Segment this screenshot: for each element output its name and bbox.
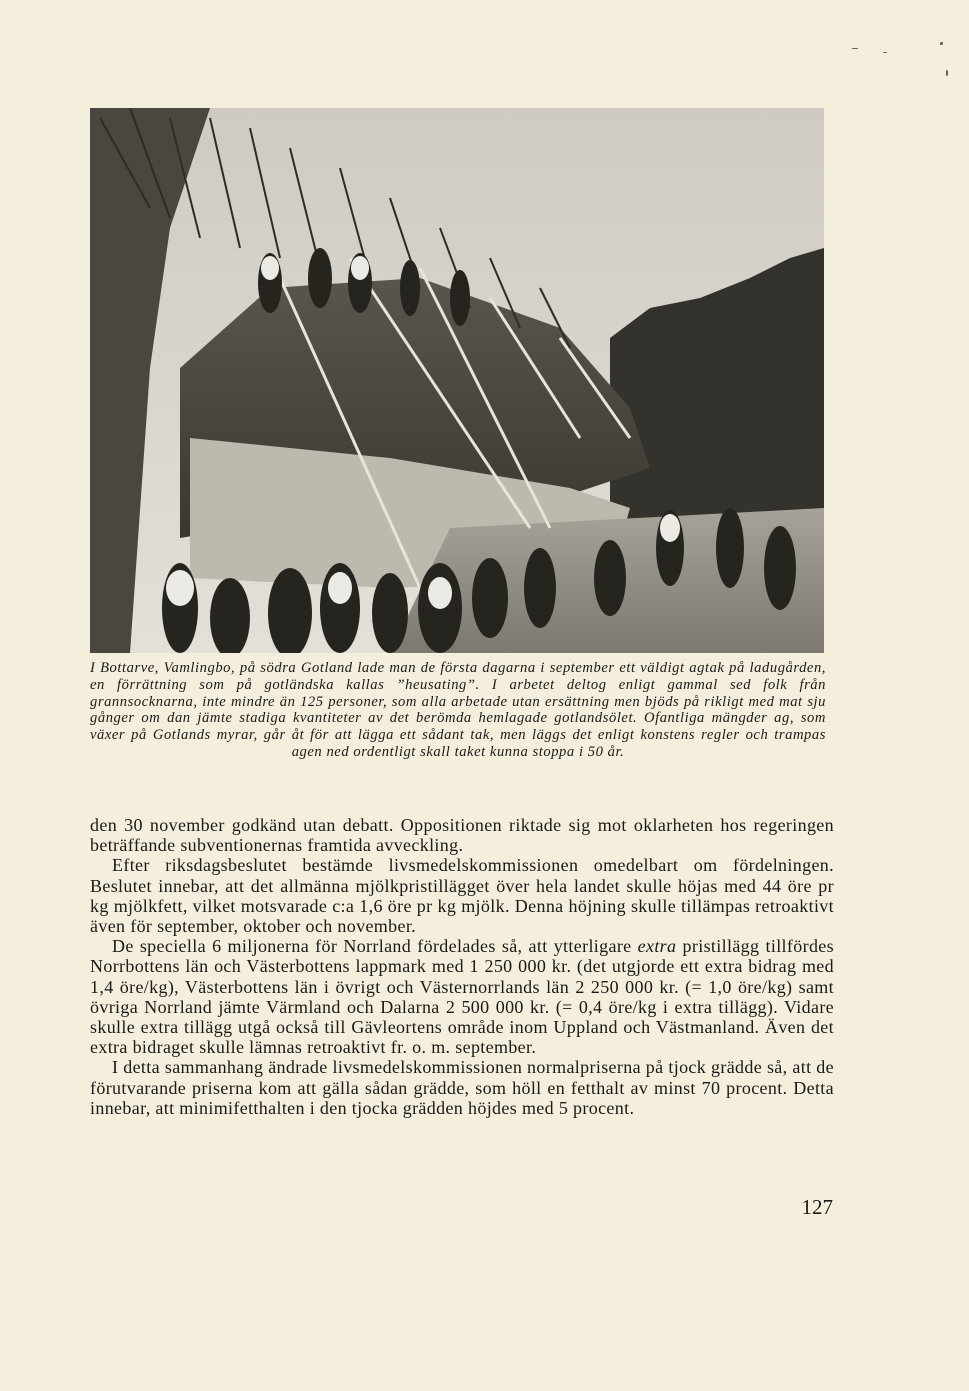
paper-speck: [852, 48, 858, 49]
photo-caption: I Bottarve, Vamlingbo, på södra Gotland lade man de första dagarna i september ett väldigt agtak på ladugården, en förrättning som på gotländska kallas ”heusating”. I arbetet deltog enligt gammal sed folk från grannsocknarna, inte mindre än 125 personer, som alla arbetade utan ersättning men bjöds på rikligt med mat sju gånger om dan jämte stadiga kvantiteter av det berömda hemlagade gotlandsölet. Ofantliga mängder ag, som växer på Gotlands myrar, går åt för att lägga ett sådant tak, men läggs det enligt konstens regler och trampas agen ned ordentligt skall taket kunna stoppa i 50 år.: [90, 660, 826, 760]
paragraph-1: den 30 november godkänd utan debatt. Oppositionen riktade sig mot oklarheten hos regeringen beträffande subventionernas framtida avveckling.: [90, 815, 834, 856]
haymaking-barn-roof-photo: [90, 108, 824, 653]
paper-speck: [940, 42, 943, 45]
paragraph-2: Efter riksdagsbeslutet bestämde livsmedelskommissionen omedelbart om fördelningen. Beslutet innebar, att det allmänna mjölkpristillägget över hela landet skulle höjas med 44 öre pr kg mjölkfett, vilket motsvarade c:a 1,6 öre pr kg mjölk. Denna höjning skulle tillämpas retroaktivt även för september, oktober och november.: [90, 855, 834, 937]
paper-speck: [883, 52, 887, 53]
paragraph-3: [90, 936, 834, 1057]
paragraph-3-end: pristillägg tillfördes Norrbottens län och Västerbottens lappmark med 1 250 000 kr. (det utgjorde ett extra bidrag med 1,4 öre/kg), Västerbottens län i övrigt och Västernorrlands län 2 250 000 kr. (= 1,0 öre/kg) samt övriga Norrland jämte Värmland och Dalarna 2 500 000 kr. (= 0,4 öre/kg i extra tillägg). Vidare skulle extra tillägg utgå också till Gävleortens område inom Uppland och Västmanland. Även det extra bidraget skulle lämnas retroaktivt fr. o. m. september.: [90, 936, 834, 1058]
paragraph-4: I detta sammanhang ändrade livsmedelskommissionen normalpriserna på tjock grädde så, att de förutvarande priserna kom att gälla sådan grädde, som höll en fetthalt av minst 70 procent. Detta innebar, att minimifetthalten i den tjocka grädden höjdes med 5 procent.: [90, 1057, 834, 1118]
page-number: 127: [801, 1195, 833, 1219]
paragraph-3-emphasis: extra: [637, 936, 677, 957]
article-body: [90, 815, 834, 1118]
paragraph-3-start: De speciella 6 miljonerna för Norrland fördelades så, att ytterligare: [112, 936, 638, 957]
paper-speck: [946, 70, 948, 76]
photo-illustration: [90, 108, 824, 653]
